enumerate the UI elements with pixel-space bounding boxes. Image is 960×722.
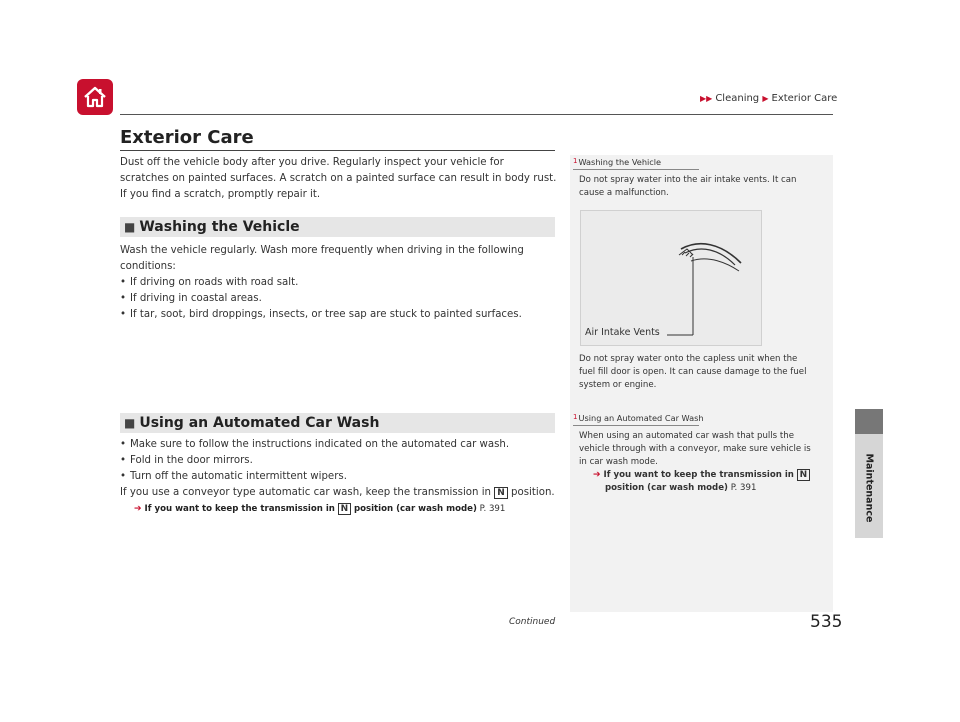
section-heading-text: Washing the Vehicle (139, 219, 300, 235)
note-divider (573, 425, 699, 426)
intro-text (120, 155, 560, 203)
air-intake-vents-icon (581, 211, 761, 345)
note-divider (573, 169, 699, 170)
note-number: 1 (573, 157, 578, 165)
home-icon (82, 84, 108, 110)
ref-text: position (car wash mode) (353, 504, 477, 514)
note-text (579, 353, 827, 392)
list-item: • Turn off the automatic intermittent wipers. (120, 469, 560, 485)
air-intake-vents-label: Air Intake Vents (585, 327, 660, 338)
n-position-key: N (338, 503, 352, 515)
ref-page: P. 391 (479, 504, 506, 514)
note-line: system or engine. (579, 380, 657, 390)
note-line: Do not spray water into the air intake vents. It can (579, 175, 797, 185)
breadcrumb (700, 93, 837, 104)
washing-conditions-list (120, 275, 560, 323)
note-cross-reference-link[interactable] (579, 469, 827, 495)
chevron-right-icon: ▶▶ (700, 94, 713, 103)
chevron-right-icon: ▶ (762, 94, 769, 103)
conveyor-pre: If you use a conveyor type automatic car wash, keep the transmission in (120, 487, 491, 498)
chapter-tab-marker (855, 409, 883, 434)
note-line: in car wash mode. (579, 457, 658, 467)
page-number: 535 (810, 612, 843, 632)
ref-page: P. 391 (730, 483, 757, 493)
conveyor-post: position. (511, 487, 555, 498)
breadcrumb-item-cleaning[interactable]: Cleaning (715, 93, 760, 104)
list-item: • Fold in the door mirrors. (120, 453, 560, 469)
ref-text: If you want to keep the transmission in (603, 470, 794, 480)
note-heading-text: Using an Automated Car Wash (578, 413, 704, 423)
chapter-tab-text: Maintenance (863, 453, 875, 522)
washing-line: conditions: (120, 261, 176, 272)
intro-line: If you find a scratch, promptly repair it. (120, 189, 321, 200)
continued-label: Continued (509, 617, 556, 627)
breadcrumb-item-exterior-care[interactable]: Exterior Care (771, 93, 838, 104)
note-heading-washing (573, 157, 661, 167)
reference-arrow-icon: ➔ (593, 470, 601, 480)
washing-line: Wash the vehicle regularly. Wash more frequently when driving in the following (120, 245, 524, 256)
conveyor-text (120, 485, 560, 501)
note-number: 1 (573, 413, 578, 421)
chapter-tab-label (857, 440, 881, 535)
list-item: • Make sure to follow the instructions indicated on the automated car wash. (120, 437, 560, 453)
section-heading-washing (120, 217, 555, 237)
list-item: • If driving on roads with road salt. (120, 275, 560, 291)
ref-text: If you want to keep the transmission in (144, 504, 335, 514)
air-intake-illustration (580, 210, 762, 346)
washing-text (120, 243, 560, 323)
reference-arrow-icon: ➔ (134, 504, 142, 514)
intro-line: scratches on painted surfaces. A scratch on a painted surface can result in body rust. (120, 173, 557, 184)
intro-line: Dust off the vehicle body after you drive. Regularly inspect your vehicle for (120, 157, 504, 168)
car-wash-list (120, 437, 560, 485)
n-position-key: N (494, 487, 508, 499)
header-divider (120, 114, 833, 115)
cross-reference-link[interactable] (120, 501, 560, 517)
note-line: When using an automated car wash that pulls the (579, 431, 794, 441)
page-title: Exterior Care (120, 127, 254, 148)
note-heading-car-wash (573, 413, 704, 423)
note-line: fuel fill door is open. It can cause damage to the fuel (579, 367, 807, 377)
home-button[interactable] (77, 79, 113, 115)
car-wash-text (120, 437, 560, 517)
section-heading-text: Using an Automated Car Wash (139, 415, 380, 431)
note-heading-text: Washing the Vehicle (578, 157, 662, 167)
square-bullet-icon: ■ (124, 416, 136, 430)
list-item: • If driving in coastal areas. (120, 291, 560, 307)
note-line: cause a malfunction. (579, 188, 669, 198)
ref-text: position (car wash mode) (605, 483, 728, 493)
note-line: vehicle through with a conveyor, make sure vehicle is (579, 444, 811, 454)
list-item: • If tar, soot, bird droppings, insects, or tree sap are stuck to painted surfaces. (120, 307, 560, 323)
section-heading-car-wash (120, 413, 555, 433)
n-position-key: N (797, 469, 811, 481)
square-bullet-icon: ■ (124, 220, 136, 234)
note-line: Do not spray water onto the capless unit when the (579, 354, 798, 364)
note-text (579, 174, 827, 200)
title-divider (120, 150, 555, 151)
note-text (579, 430, 827, 495)
